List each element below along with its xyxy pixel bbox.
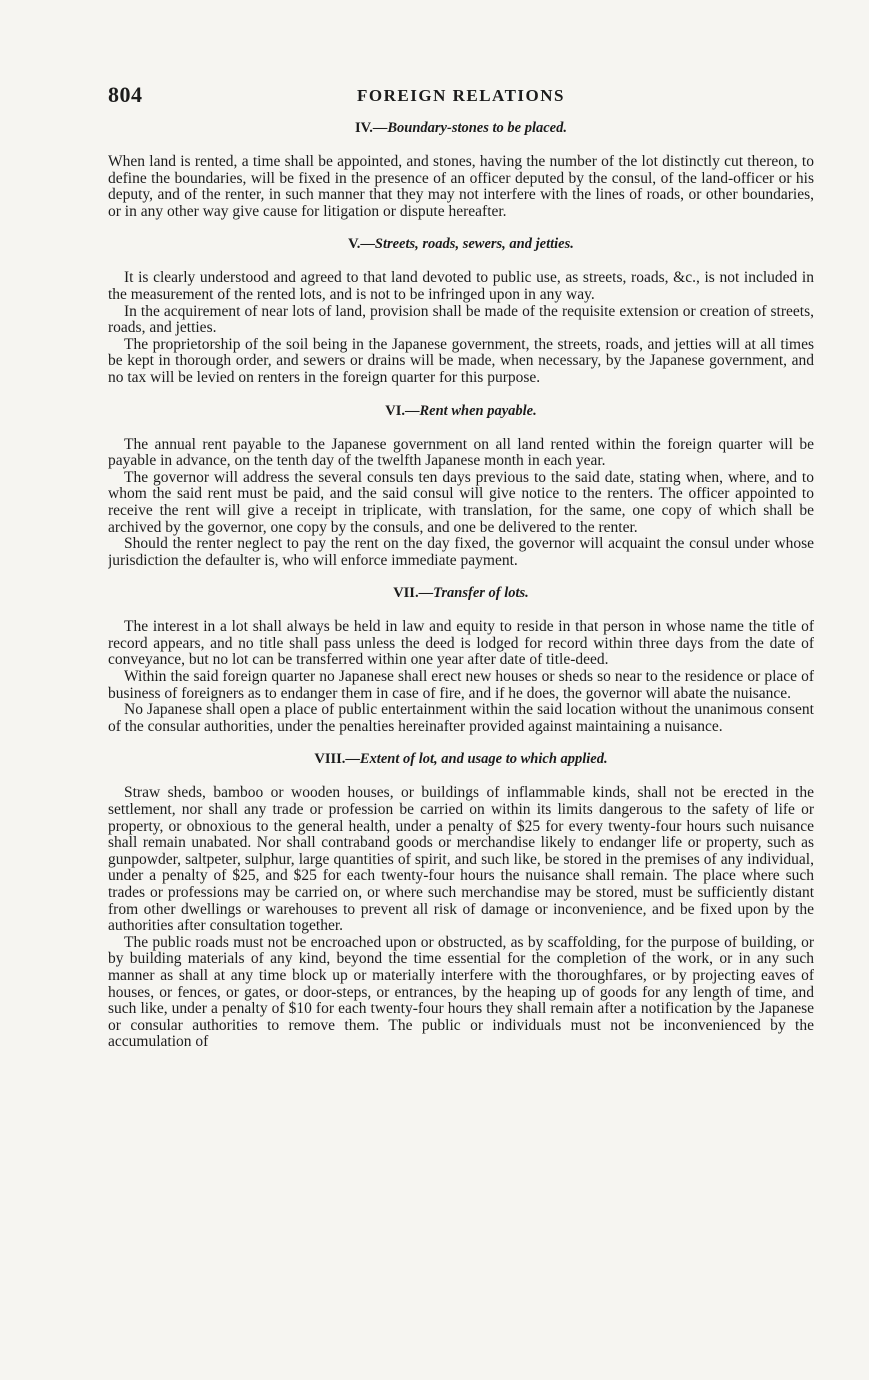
paragraph: The governor will address the several consuls ten days previous to the said date, stating when, where, and to whom the said rent must be paid, and the said consul will give notice to the renters. The officer appointed to receive the rent will give a receipt in triplicate, with translation, for the same, one copy of which shall be archived by the governor, one copy by the consuls, and one be delivered to the renter. — [108, 468, 814, 536]
section-iv — [108, 118, 814, 220]
section-number: VII.— — [393, 585, 434, 602]
section-heading — [108, 118, 814, 138]
section-title: Boundary-stones to be placed. — [387, 120, 567, 136]
paragraph: Should the renter neglect to pay the rent on the day fixed, the governor will acquaint the consul under whose jurisdiction the defaulter is, who will enforce immediate payment. — [108, 535, 814, 569]
section-vii — [108, 583, 814, 735]
section-heading — [108, 234, 814, 254]
section-heading — [108, 749, 814, 769]
paragraph: It is clearly understood and agreed to that land devoted to public use, as streets, roads, &c., is not included in the measurement of the rented lots, and is not to be infringed upon in any way. — [108, 269, 814, 303]
section-title: Extent of lot, and usage to which applied. — [359, 751, 608, 768]
page-number: 804 — [108, 82, 143, 107]
section-number: VIII.— — [314, 751, 360, 768]
section-title: Transfer of lots. — [433, 585, 529, 602]
section-heading — [108, 401, 814, 421]
section-title: Streets, roads, sewers, and jetties. — [374, 236, 574, 253]
paragraph: Within the said foreign quarter no Japanese shall erect new houses or sheds so near to the residence or place of business of foreigners as to endanger them in case of fire, and if he does, the governor will abate the nuisance. — [108, 668, 814, 702]
section-number: IV.— — [354, 120, 388, 136]
paragraph: The interest in a lot shall always be held in law and equity to reside in that person in whose name the title of record appears, and no title shall pass unless the deed is lodged for record within three days from the date of conveyance, but no lot can be transferred within one year after date of title-deed. — [108, 618, 814, 669]
paragraph: In the acquirement of near lots of land, provision shall be made of the requisite extension or creation of streets, roads, and jetties. — [108, 302, 814, 337]
section-viii — [108, 749, 814, 1051]
paragraph: The annual rent payable to the Japanese government on all land rented within the foreign quarter will be payable in advance, on the tenth day of the twelfth Japanese month in each year. — [108, 435, 814, 470]
paragraph: The proprietorship of the soil being in the Japanese government, the streets, roads, and jetties will at all times be kept in thorough order, and sewers or drains will be made, when necessary, by the Japanese government, and no tax will be levied on renters in the foreign quarter for this purpose. — [108, 335, 814, 386]
section-vi — [108, 401, 814, 570]
section-number: VI.— — [385, 402, 420, 419]
running-head — [108, 78, 814, 116]
section-title: Rent when payable. — [419, 402, 537, 419]
section-v — [108, 234, 814, 386]
section-heading — [108, 583, 814, 603]
running-title: FOREIGN RELATIONS — [357, 86, 565, 105]
paragraph: No Japanese shall open a place of public entertainment within the said location without the unanimous consent of the consular authorities, under the penalties hereinafter provided against maintaining a nuisance. — [108, 701, 814, 735]
paragraph: When land is rented, a time shall be appointed, and stones, having the number of the lot distinctly cut thereon, to define the boundaries, will be fixed in the presence of an officer deputed by the consul, of the land-officer or his deputy, and of the renter, in such manner that they may not interfere with the lines of roads, or other boundaries, or in any other way give cause for litigation or dispute hereafter. — [108, 153, 814, 220]
paragraph: The public roads must not be encroached upon or obstructed, as by scaffolding, for the purpose of building, or by building materials of any kind, beyond the time essential for the completion of the work, or in any such manner as shall at any time block up or materially interfere with the thoroughfares, or by projecting eaves of houses, or fences, or gates, or door-steps, or entrances, by the heaping up of goods for any length of time, and such like, under a penalty of $10 for each twenty-four hours they shall remain after a notification by the Japanese or consular authorities to remove them. The public or individuals must not be inconvenienced by the accumulation of — [108, 933, 814, 1051]
document-page — [108, 78, 814, 1368]
section-number: V.— — [348, 236, 375, 253]
paragraph: Straw sheds, bamboo or wooden houses, or buildings of inflammable kinds, shall not be erected in the settlement, nor shall any trade or profession be carried on within its limits dangerous to the safety of life or property, or obnoxious to the general health, under a penalty of $25 for every twenty-four hours such nuisance shall remain unabated. Nor shall contraband goods or merchandise likely to endanger life or property, such as gunpowder, saltpeter, sulphur, large quantities of spirit, and such like, be stored in the premises of any individual, under a penalty of $25, and $25 for each twenty-four hours the nuisance shall remain. The place where such trades or professions may be carried on, or where such merchandise may be stored, must be sufficiently distant from other dwellings or warehouses to prevent all risk of damage or inconvenience, and be fixed upon by the authorities after consultation together. — [108, 784, 814, 935]
